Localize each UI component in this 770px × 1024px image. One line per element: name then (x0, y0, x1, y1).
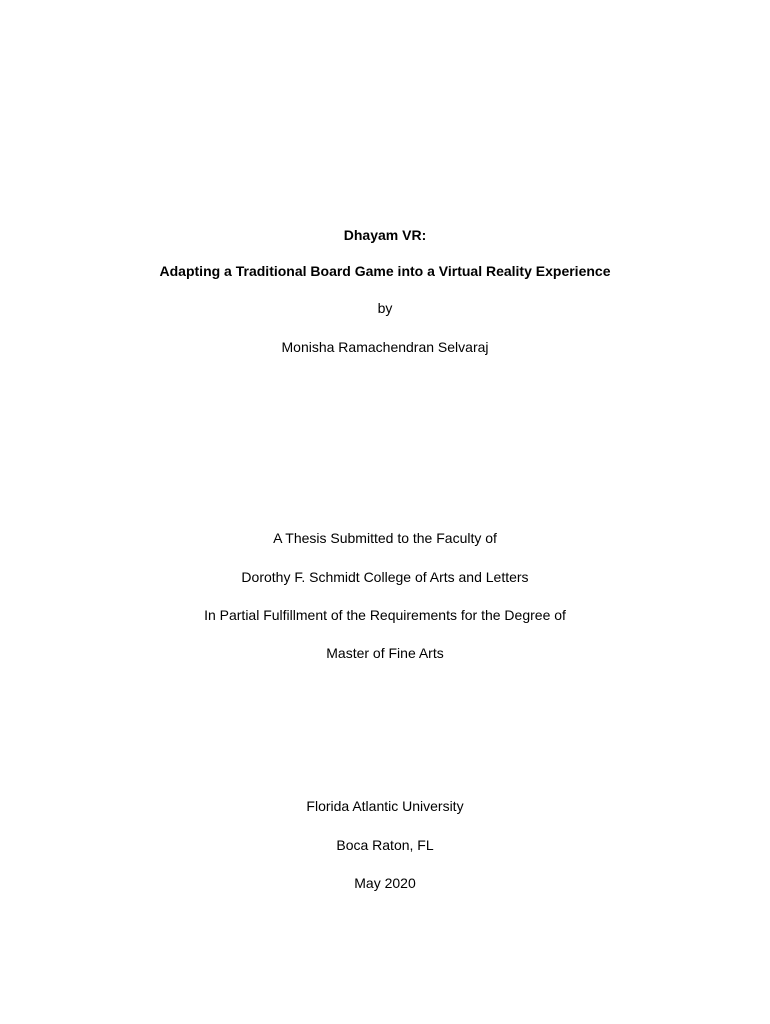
degree-name: Master of Fine Arts (326, 645, 444, 661)
institution-location: Boca Raton, FL (336, 837, 434, 853)
submission-line-3: In Partial Fulfillment of the Requirements for the Degree of (204, 607, 566, 623)
submission-line-2: Dorothy F. Schmidt College of Arts and Letters (241, 569, 529, 585)
thesis-subtitle: Adapting a Traditional Board Game into a Virtual Reality Experience (159, 263, 611, 279)
submission-line-1: A Thesis Submitted to the Faculty of (273, 530, 497, 546)
institution-name: Florida Atlantic University (306, 798, 464, 814)
author-name: Monisha Ramachendran Selvaraj (281, 339, 489, 355)
by-label: by (377, 300, 393, 316)
thesis-title: Dhayam VR: (343, 227, 427, 243)
submission-date: May 2020 (354, 875, 416, 891)
